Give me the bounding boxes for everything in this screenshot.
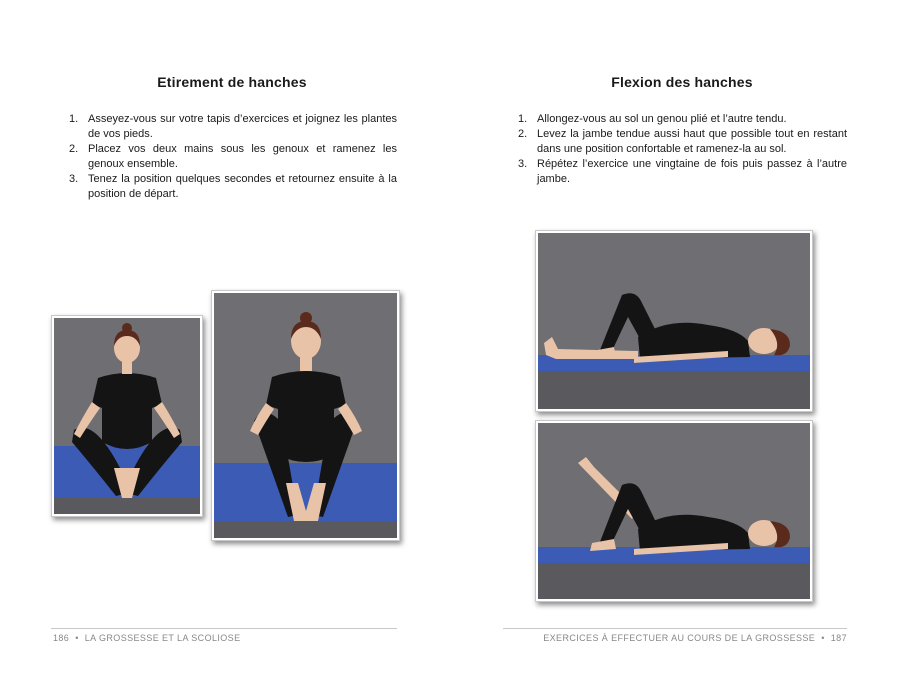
step-text: Répétez l’exercice une vingtaine de fois puis passez à l’autre jambe. <box>537 158 847 185</box>
left-steps-list <box>69 112 397 202</box>
step-text: Allongez-vous au sol un genou plié et l’autre tendu. <box>537 113 787 125</box>
right-heading: Flexion des hanches <box>611 74 753 90</box>
step-number: 3. <box>518 158 528 170</box>
footer-rule <box>51 628 397 629</box>
left-footer <box>53 633 240 643</box>
running-title: LA GROSSESSE ET LA SCOLIOSE <box>84 633 241 643</box>
photo-seated-knees-together <box>211 290 400 541</box>
list-item <box>69 172 397 202</box>
step-number: 2. <box>518 128 528 140</box>
footer-bullet: • <box>821 633 825 643</box>
photo-seated-knees-open <box>51 315 203 517</box>
list-item <box>518 112 847 127</box>
right-footer <box>543 633 847 643</box>
page-number: 186 <box>53 633 70 643</box>
step-text: Asseyez-vous sur votre tapis d’exercices et joignez les plantes de vos pieds. <box>88 113 397 140</box>
photo-lying-leg-down <box>535 230 813 412</box>
list-item <box>518 157 847 187</box>
footer-bullet: • <box>75 633 79 643</box>
step-number: 2. <box>69 143 79 155</box>
running-title: EXERCICES À EFFECTUER AU COURS DE LA GROSSESSE <box>543 633 816 643</box>
footer-rule <box>503 628 847 629</box>
left-heading: Etirement de hanches <box>157 74 307 90</box>
right-page <box>450 0 900 675</box>
photo-lying-leg-raised <box>535 420 813 602</box>
list-item <box>69 112 397 142</box>
step-number: 1. <box>518 113 528 125</box>
page-number: 187 <box>830 633 847 643</box>
step-text: Placez vos deux mains sous les genoux et ramenez les genoux ensemble. <box>88 143 397 170</box>
step-number: 3. <box>69 173 79 185</box>
step-text: Tenez la position quelques secondes et retournez ensuite à la position de départ. <box>88 173 397 200</box>
right-steps-list <box>518 112 847 187</box>
list-item <box>518 127 847 157</box>
list-item <box>69 142 397 172</box>
step-number: 1. <box>69 113 79 125</box>
step-text: Levez la jambe tendue aussi haut que possible tout en restant dans une position confortable et ramenez-la au sol. <box>537 128 847 155</box>
